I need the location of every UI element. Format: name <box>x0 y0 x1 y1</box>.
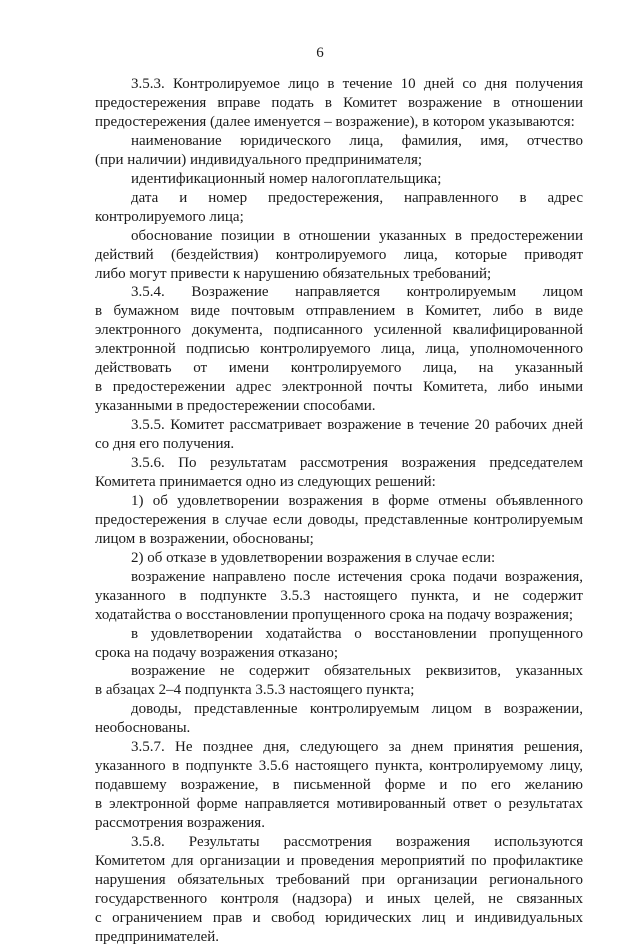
text-line: предостережения вправе подать в Комитет возражение в отношении <box>95 95 583 111</box>
text-line: 3.5.8. Результаты рассмотрения возражения используются <box>131 834 583 850</box>
text-line: действовать от имени контролируемого лица, на указанный <box>95 360 583 377</box>
text-line: необоснованы. <box>95 720 191 737</box>
text-line: 3.5.7. Не позднее дня, следующего за днем принятия решения, <box>131 739 583 756</box>
text-line: в бумажном виде почтовым отправлением в Комитет, либо в виде <box>95 303 583 320</box>
text-line: наименование юридического лица, фамилия, имя, отчество <box>131 132 583 149</box>
text-line: (при наличии) индивидуального предпринимателя; <box>95 151 423 168</box>
text-line: в предостережении адрес электронной почты Комитета, либо иными <box>95 379 583 396</box>
text-line: со дня его получения. <box>95 436 235 453</box>
text-line: Комитетом для организации и проведения мероприятий по профилактике <box>95 852 583 869</box>
text-line: в электронной форме направляется мотивированный ответ о результатах <box>95 796 583 813</box>
text-line: предостережения в случае если доводы, представленные контролируемым <box>95 511 583 528</box>
text-line: Комитета принимается одно из следующих решений: <box>95 473 436 490</box>
text-line: предостережения (далее именуется – возражение), в котором указываются: <box>95 113 575 130</box>
text-line: срока на подачу возражения отказано; <box>95 644 339 661</box>
text-line: указанного в подпункте 3.5.3 настоящего пункта, и не содержит <box>95 587 583 604</box>
text-line: указанными в предостережении способами. <box>95 398 376 415</box>
text-line: возражение не содержит обязательных реквизитов, указанных <box>131 663 583 680</box>
text-line: ходатайства о восстановлении пропущенного срока на подачу возражения; <box>95 606 574 623</box>
text-line: возражение направлено после истечения срока подачи возражения, <box>131 568 583 585</box>
text-line: действий (бездействия) контролируемого лица, которые приводят <box>95 246 583 263</box>
text-line: доводы, представленные контролируемым лицом в возражении, <box>131 701 583 718</box>
page-number: 6 <box>316 45 324 61</box>
text-line: идентификационный номер налогоплательщика; <box>131 170 442 187</box>
text-line: 2) об отказе в удовлетворении возражения в случае если: <box>131 549 496 566</box>
text-line: предпринимателей. <box>95 928 220 945</box>
text-line: дата и номер предостережения, направленного в адрес <box>131 189 583 206</box>
text-line: указанного в подпункте 3.5.6 настоящего пункта, контролируемому лицу, <box>95 758 583 775</box>
text-line: обоснование позиции в отношении указанных в предостережении <box>131 227 583 244</box>
text-line: лицом в возражении, обоснованы; <box>95 530 314 547</box>
text-line: с ограничением прав и свобод юридических лиц и индивидуальных <box>95 909 583 926</box>
text-line: в абзацах 2–4 подпункта 3.5.3 настоящего пункта; <box>95 682 415 699</box>
text-line: 3.5.6. По результатам рассмотрения возражения председателем <box>131 455 583 471</box>
text-line: подавшему возражение, в письменной форме и по его желанию <box>95 777 583 794</box>
text-line: государственного контроля (надзора) и иных целей, не связанных <box>95 890 583 907</box>
text-line: 3.5.3. Контролируемое лицо в течение 10 дней со дня получения <box>131 76 583 92</box>
text-line: 3.5.4. Возражение направляется контролируемым лицом <box>131 284 583 301</box>
text-line: либо могут привести к нарушению обязательных требований; <box>95 265 492 282</box>
text-line: контролируемого лица; <box>95 208 244 225</box>
text-line: нарушения обязательных требований при организации регионального <box>95 871 583 888</box>
text-line: 3.5.5. Комитет рассматривает возражение в течение 20 рабочих дней <box>131 417 583 434</box>
text-line: рассмотрения возражения. <box>95 815 265 831</box>
text-line: электронной подписью контролируемого лица, лица, уполномоченного <box>95 341 583 358</box>
text-line: 1) об удовлетворении возражения в форме отмены объявленного <box>131 492 583 509</box>
text-line: в удовлетворении ходатайства о восстановлении пропущенного <box>131 625 583 642</box>
text-line: электронного документа, подписанного усиленной квалифицированной <box>95 322 583 339</box>
